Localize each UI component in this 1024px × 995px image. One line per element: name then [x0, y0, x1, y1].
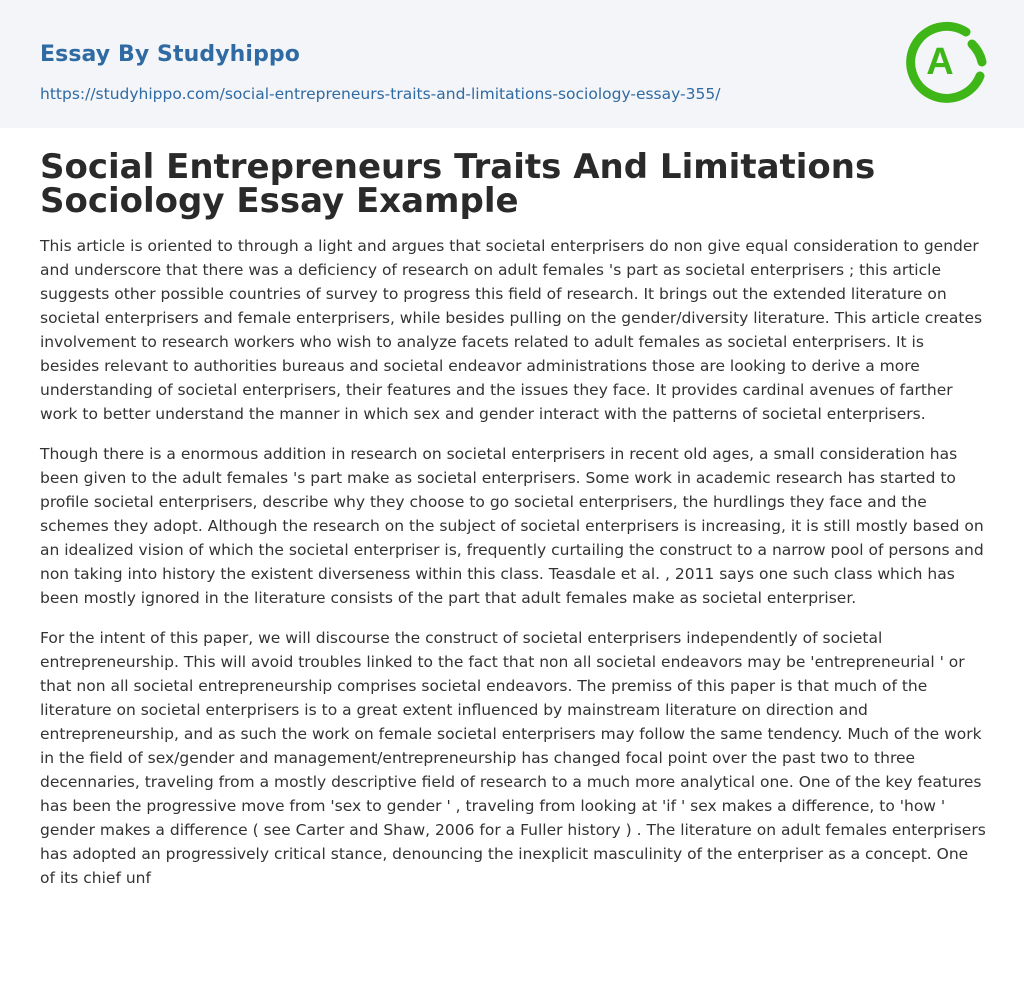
- site-header: [0, 0, 1024, 128]
- paragraph: Though there is a enormous addition in research on societal enterprisers in recent old ages, a small consideration has been given to the adult females 's part make as societal enterprisers. Some work in academic research has started to profile societal enterprisers, describe why they choose to go societal enterprisers, the hurdlings they face and the schemes they adopt. Although the research on the subject of societal enterprisers is increasing, it is still mostly based on an idealized vision of which the societal enterpriser is, frequently curtailing the construct to a narrow pool of persons and non taking into history the existent diverseness within this class. Teasdale et al. , 2011 says one such class which has been mostly ignored in the literature consists of the part that adult females make as societal enterpriser.: [40, 445, 984, 607]
- logo-letter: A: [926, 41, 954, 83]
- studyhippo-logo-icon[interactable]: [906, 18, 988, 106]
- page-title: Social Entrepreneurs Traits And Limitations Sociology Essay Example: [40, 147, 876, 221]
- paragraph: This article is oriented to through a light and argues that societal enterprisers do non give equal consideration to gender and underscore that there was a deficiency of research on adult females 's part as societal enterprisers ; this article suggests other possible countries of survey to progress this field of research. It brings out the extended literature on societal enterprisers and female enterprisers, while besides pulling on the gender/diversity literature. This article creates involvement to research workers who wish to analyze facets related to adult females as societal enterprisers. It is besides relevant to authorities bureaus and societal endeavor administrations those are looking to derive a more understanding of societal enterprisers, their features and the issues they face. It provides cardinal avenues of farther work to better understand the manner in which sex and gender interact with the patterns of societal enterprisers.: [40, 237, 983, 423]
- article-body: [40, 234, 986, 906]
- site-brand[interactable]: Essay By Studyhippo: [40, 42, 300, 67]
- page-url-link[interactable]: https://studyhippo.com/social-entrepreneurs-traits-and-limitations-sociology-essay-355/: [40, 85, 721, 103]
- paragraph: For the intent of this paper, we will discourse the construct of societal enterprisers independently of societal entrepreneurship. This will avoid troubles linked to the fact that non all societal endeavors may be 'entrepreneurial ' or that non all societal entrepreneurship comprises societal endeavors. The premiss of this paper is that much of the literature on societal enterprisers is to a great extent influenced by mainstream literature on direction and entrepreneurship, and as such the work on female societal enterprisers may follow the same tendency. Much of the work in the field of sex/gender and management/entrepreneurship has changed focal point over the past two to three decennaries, traveling from a mostly descriptive field of research to a much more analytical one. One of the key features has been the progressive move from 'sex to gender ' , traveling from looking at 'if ' sex makes a difference, to 'how ' gender makes a difference ( see Carter and Shaw, 2006 for a Fuller history ) . The literature on adult females enterprisers has adopted an progressively critical stance, denouncing the inexplicit masculinity of the enterpriser as a concept. One of its chief unf: [40, 629, 986, 887]
